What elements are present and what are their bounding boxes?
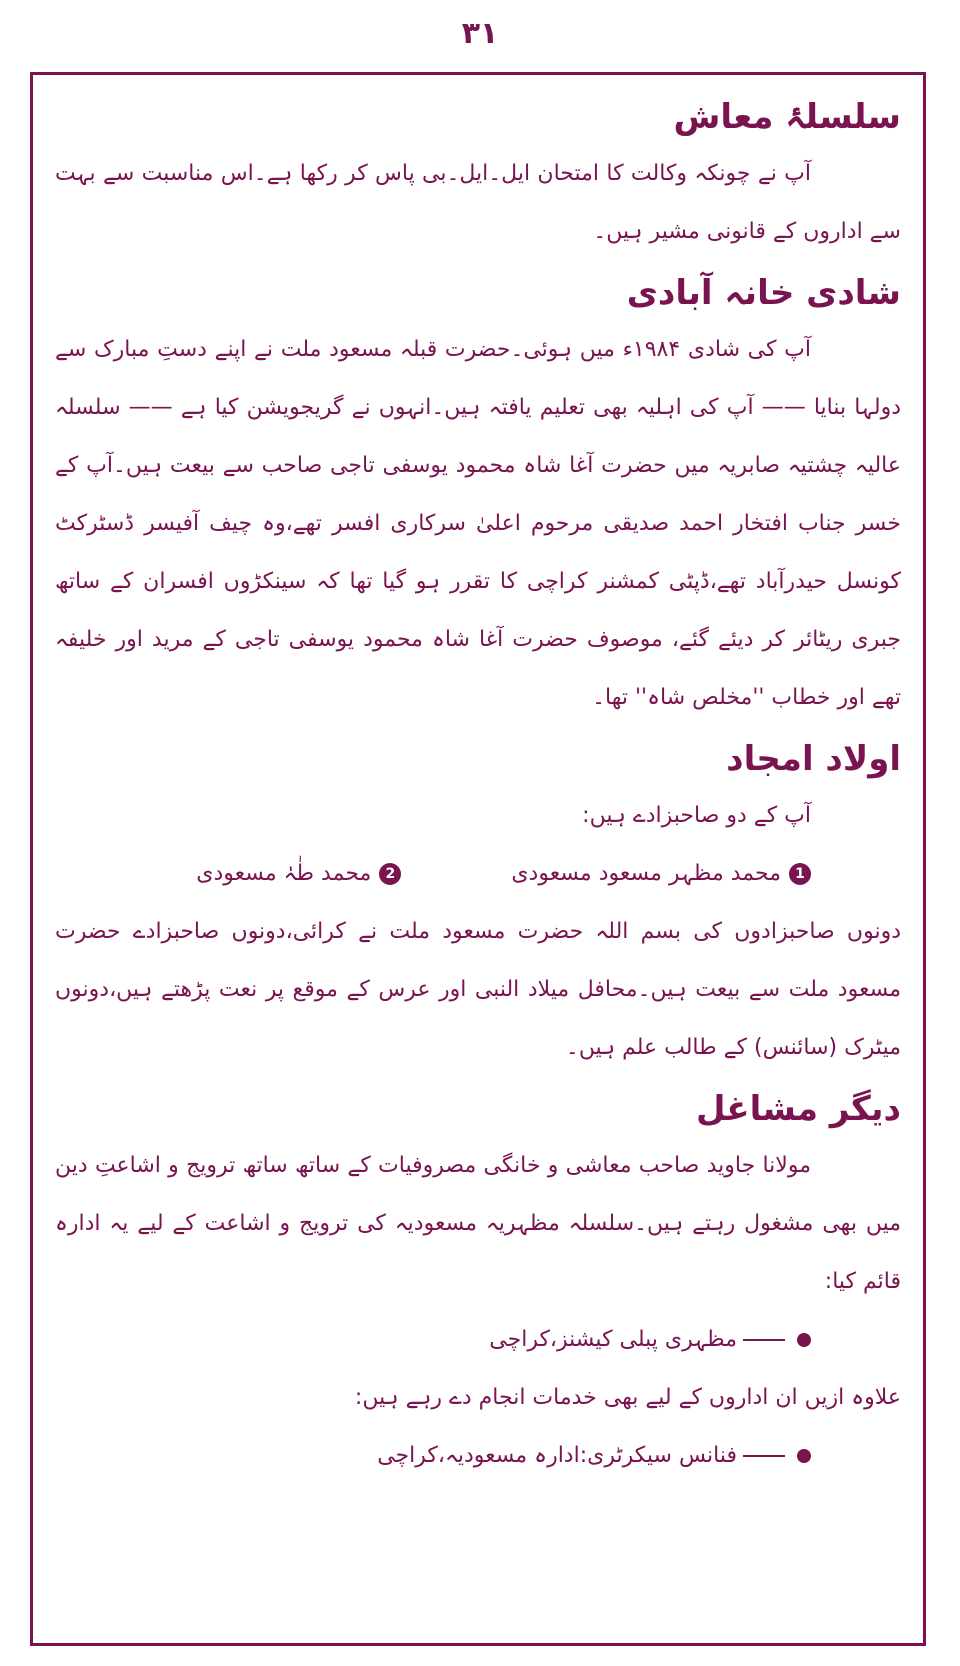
section-marriage <box>55 265 901 727</box>
page-number: ۳۱ <box>461 16 499 51</box>
sons-list <box>55 845 901 903</box>
heading-marriage: شادی خانہ آبادی <box>626 273 901 313</box>
bullet-item <box>55 1311 901 1369</box>
heading-children: اولاد امجاد <box>726 739 901 779</box>
list-item <box>196 845 401 903</box>
list-item <box>511 845 811 903</box>
page-frame <box>30 72 926 1646</box>
bullet-text: مظہری پبلی کیشنز،کراچی <box>489 1327 737 1352</box>
dash-icon <box>743 1455 785 1457</box>
children-intro: آپ کے دو صاحبزادے ہیں: <box>582 803 811 828</box>
paragraph-marriage: آپ کی شادی ۱۹۸۴ء میں ہوئی۔حضرت قبلہ مسعود ملت نے اپنے دستِ مبارک سے دولہا بنایا —— آپ کی اہلیہ بھی تعلیم یافتہ ہیں۔انہوں نے گریجویشن کیا ہے —— سلسلہ عالیہ چشتیہ صابریہ میں حضرت آغا شاہ محمود یوسفی تاجی صاحب سے بیعت ہیں۔آپ کے خسر جناب افتخار احمد صدیقی مرحوم اعلیٰ سرکاری افسر تھے،وہ چیف آفیسر ڈسٹرکٹ کونسل حیدرآباد تھے،ڈپٹی کمشنر کراچی کا تقرر ہو گیا تھا کہ سینکڑوں افسران کے ساتھ جبری ریٹائر کر دیئے گئے، موصوف حضرت آغا شاہ محمود یوسفی تاجی کے مرید اور خلیفہ تھے اور خطاب ''مخلص شاہ'' تھا۔ <box>55 337 901 710</box>
paragraph-children: دونوں صاحبزادوں کی بسم اللہ حضرت مسعود ملت نے کرائی،دونوں صاحبزادے حضرت مسعود ملت سے بیعت ہیں۔محافل میلاد النبی اور عرس کے موقع پر نعت پڑھتے ہیں،دونوں میٹرک (سائنس) کے طالب علم ہیں۔ <box>55 919 901 1060</box>
section-other-activities <box>55 1081 901 1485</box>
bullet-item <box>55 1427 901 1485</box>
son-name: محمد مظہر مسعود مسعودی <box>511 861 781 886</box>
son-name: محمد طٰہٰ مسعودی <box>196 861 372 886</box>
dash-icon <box>743 1339 785 1341</box>
paragraph-livelihood: آپ نے چونکہ وکالت کا امتحان ایل۔ایل۔بی پاس کر رکھا ہے۔اس مناسبت سے بہت سے اداروں کے قانونی مشیر ہیں۔ <box>55 161 901 244</box>
bullet-icon <box>797 1333 811 1347</box>
section-children <box>55 731 901 1077</box>
number-badge: 1 <box>789 863 811 885</box>
paragraph-services: علاوہ ازیں ان اداروں کے لیے بھی خدمات انجام دے رہے ہیں: <box>354 1385 901 1410</box>
bullet-icon <box>797 1449 811 1463</box>
number-badge: 2 <box>379 863 401 885</box>
section-livelihood <box>55 89 901 261</box>
heading-other-activities: دیگر مشاغل <box>696 1089 901 1129</box>
bullet-text: فنانس سیکرٹری:ادارہ مسعودیہ،کراچی <box>377 1443 737 1468</box>
heading-livelihood: سلسلۂ معاش <box>673 97 901 137</box>
paragraph-other-activities: مولانا جاوید صاحب معاشی و خانگی مصروفیات کے ساتھ ساتھ ترویج و اشاعتِ دین میں بھی مشغول رہتے ہیں۔سلسلہ مظہریہ مسعودیہ کی ترویج و اشاعت کے لیے یہ ادارہ قائم کیا: <box>55 1153 901 1294</box>
